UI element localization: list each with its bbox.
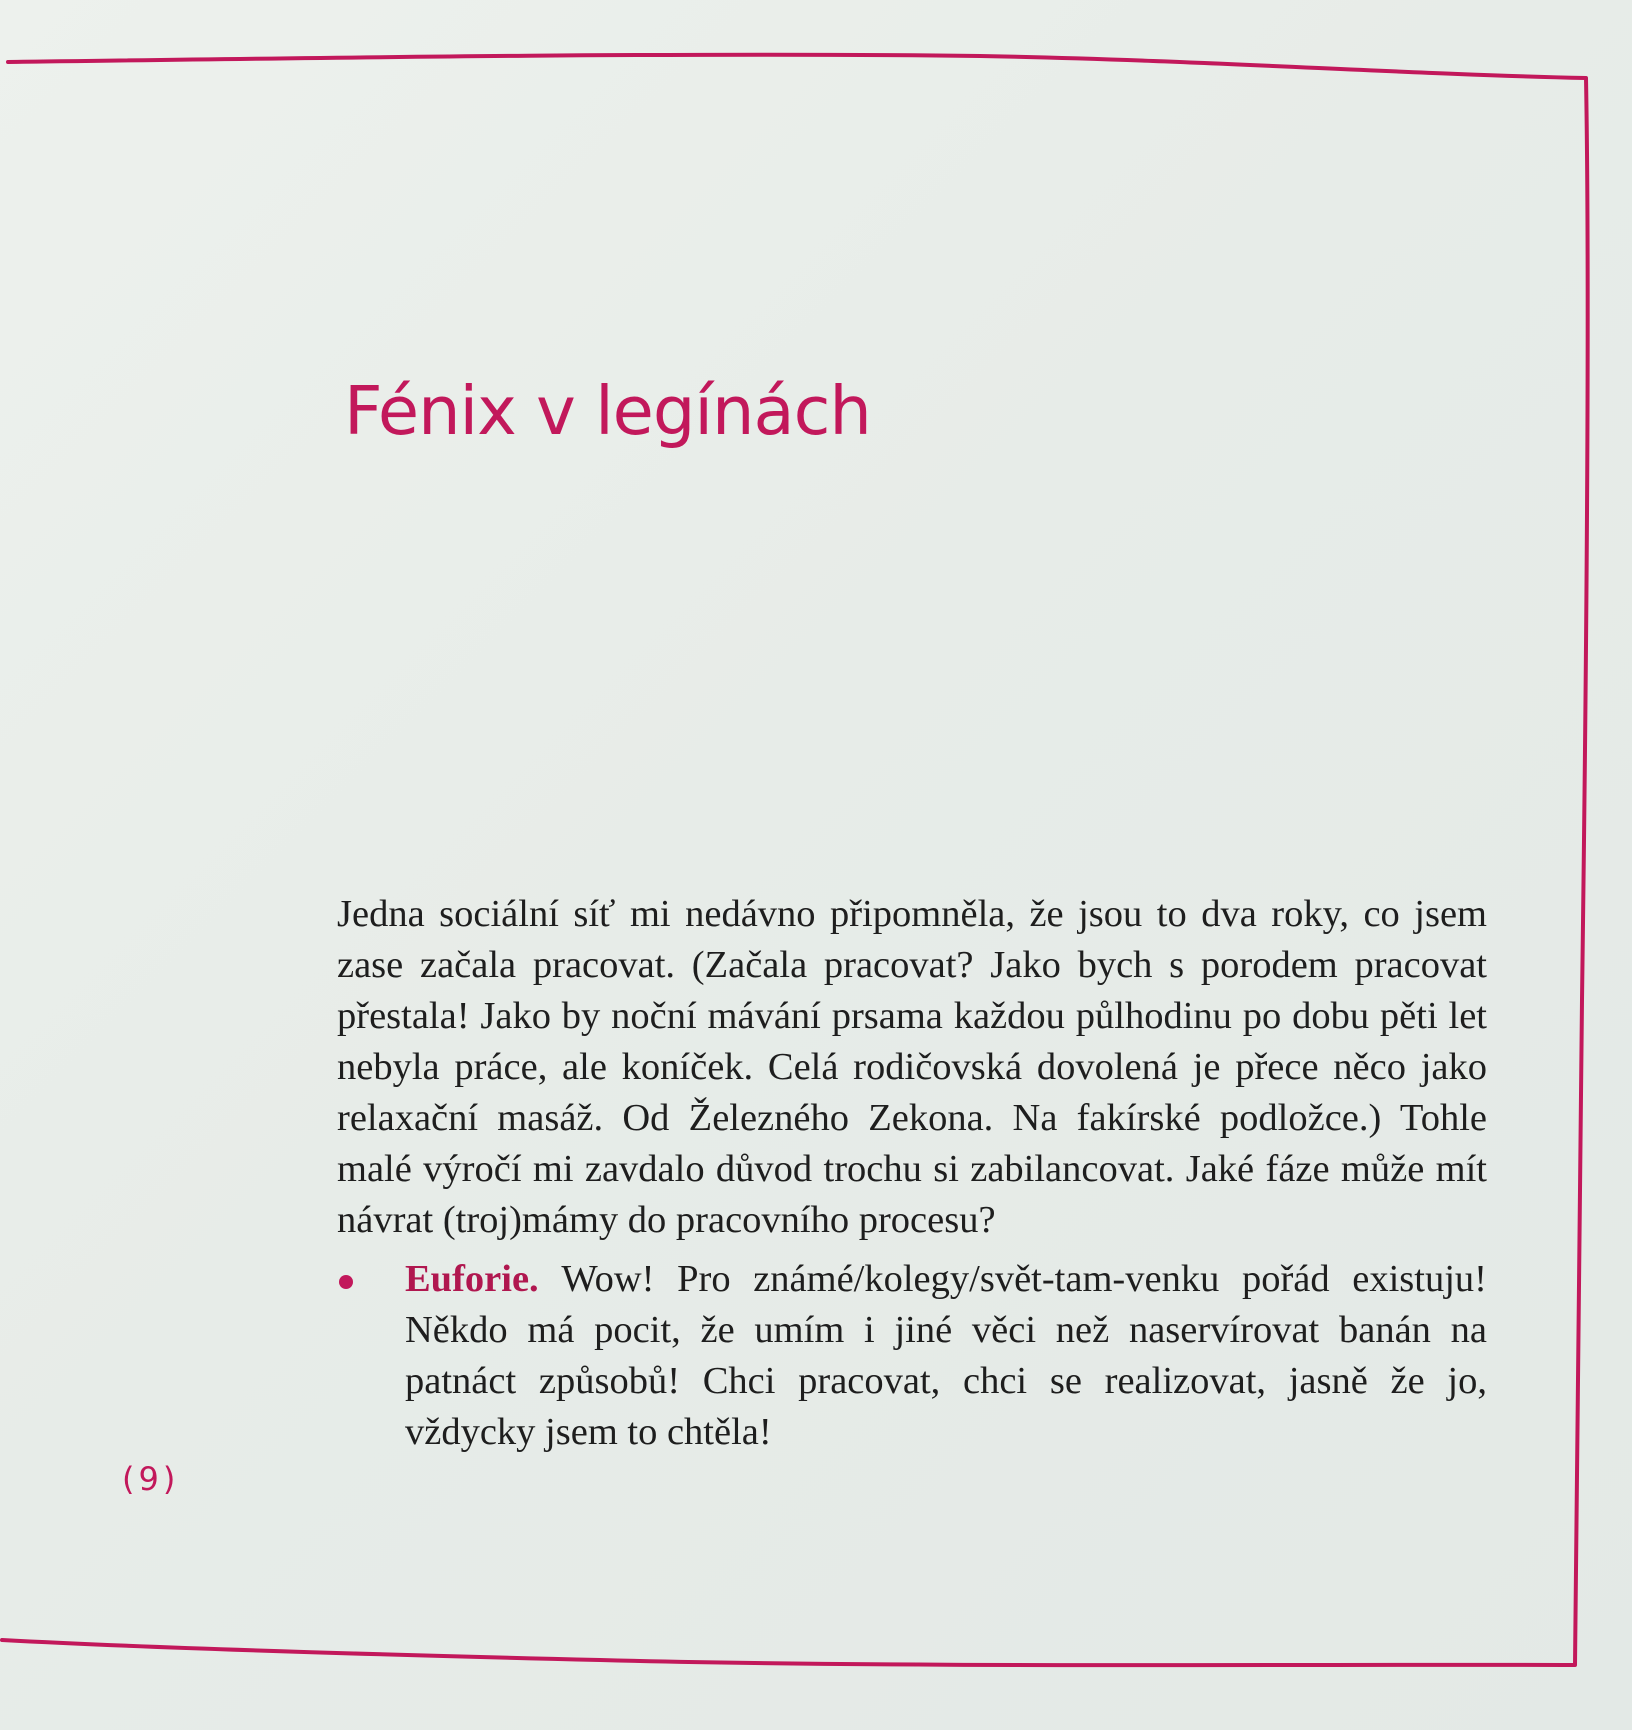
- bullet-term: Euforie.: [405, 1258, 562, 1300]
- intro-paragraph: Jedna sociální síť mi nedávno připomněla, že jsou to dva roky, co jsem zase začala pracovat. (Začala pracovat? Jako bych s porodem pracovat přestala! Jako by noční mávání prsama každou půlhodinu po dobu pěti let nebyla práce, ale koníček. Celá rodičovská dovolená je přece něco jako relaxační masáž. Od Železného Zekona. Na fakírské podložce.) Tohle malé výročí mi zavdalo důvod trochu si zabilancovat. Jaké fáze může mít návrat (troj)mámy do pracovního procesu?: [337, 893, 1487, 1241]
- list-item: [337, 1254, 1487, 1458]
- bullet-icon: [339, 1275, 353, 1289]
- page-number: (9): [122, 1460, 180, 1498]
- phase-list: [337, 1254, 1487, 1458]
- bullet-text: Wow! Pro známé/kolegy/svět-tam-venku pořád existuju! Někdo má pocit, že umím i jiné věci než naservírovat banán na patnáct způsobů! Chci pracovat, chci se realizovat, jasně že jo, vždycky jsem to chtěla!: [405, 1258, 1487, 1453]
- chapter-title: Fénix v legínách: [344, 372, 871, 450]
